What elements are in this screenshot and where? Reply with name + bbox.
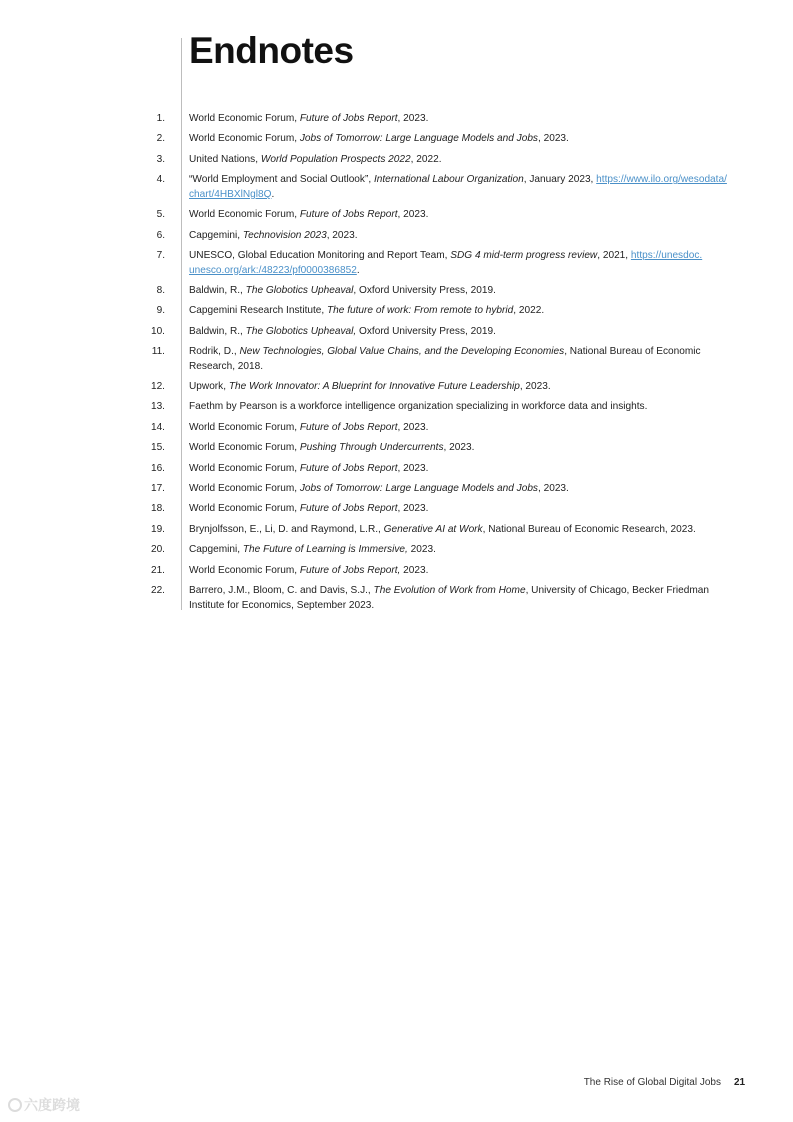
endnote-item [0, 441, 793, 456]
endnote-text: “World Employment and Social Outlook”, International Labour Organization, January 2023, https://www.ilo.org/wesodata/ chart/4HBXlNgl8Q. [189, 174, 727, 200]
endnote-text: Upwork, The Work Innovator: A Blueprint for Innovative Future Leadership, 2023. [189, 381, 551, 393]
endnote-number: 20. [150, 544, 165, 556]
endnote-text: Rodrik, D., New Technologies, Global Value Chains, and the Developing Economies, National Bureau of Economic Research, 2018. [189, 346, 701, 372]
endnote-text: Baldwin, R., The Globotics Upheaval, Oxford University Press, 2019. [189, 325, 496, 337]
endnote-number: 16. [150, 462, 165, 474]
endnote-item [0, 523, 793, 538]
endnote-number: 7. [156, 249, 165, 261]
endnote-number: 21. [150, 564, 165, 576]
endnote-item [0, 208, 793, 223]
endnote-number: 5. [156, 209, 165, 221]
endnote-text: World Economic Forum, Future of Jobs Report, 2023. [189, 564, 429, 576]
endnote-number: 15. [150, 442, 165, 454]
footer-report-title: The Rise of Global Digital Jobs [583, 1077, 721, 1088]
endnote-number: 14. [150, 421, 165, 433]
endnote-item [0, 502, 793, 517]
endnote-item [0, 229, 793, 244]
footer-page-number: 21 [734, 1077, 746, 1088]
watermark-circle-icon [8, 1098, 22, 1112]
endnote-text: World Economic Forum, Pushing Through Undercurrents, 2023. [189, 442, 475, 454]
endnote-number: 13. [150, 401, 165, 413]
endnote-text: Barrero, J.M., Bloom, C. and Davis, S.J., The Evolution of Work from Home, University of Chicago, Becker Friedman Institute for Economics, September 2023. [189, 584, 710, 611]
endnote-text: Capgemini, The Future of Learning is Immersive, 2023. [189, 544, 436, 556]
endnote-number: 12. [150, 381, 165, 393]
endnote-item [0, 112, 793, 127]
endnote-text: World Economic Forum, Jobs of Tomorrow: Large Language Models and Jobs, 2023. [189, 483, 569, 495]
endnote-number: 8. [156, 284, 165, 296]
endnote-text: World Economic Forum, Future of Jobs Report, 2023. [189, 209, 429, 221]
page-title: Endnotes [189, 30, 354, 71]
endnote-text: Capgemini, Technovision 2023, 2023. [189, 229, 358, 241]
watermark-text: 六度跨境 [24, 1097, 80, 1113]
endnote-text: Baldwin, R., The Globotics Upheaval, Oxford University Press, 2019. [189, 284, 496, 296]
endnote-number: 1. [156, 113, 165, 124]
endnote-item [0, 304, 793, 319]
endnote-number: 11. [151, 346, 165, 358]
endnotes-list [0, 112, 793, 619]
endnote-item [0, 482, 793, 497]
endnote-item [0, 284, 793, 299]
endnote-item [0, 564, 793, 579]
endnote-item [0, 462, 793, 477]
endnote-text: World Economic Forum, Future of Jobs Report, 2023. [189, 113, 429, 124]
endnote-item [0, 584, 793, 613]
endnote-link[interactable]: https://unesdoc. unesco.org/ark:/48223/pf0000386852 [189, 249, 703, 276]
endnote-number: 19. [150, 523, 165, 535]
endnote-number: 22. [150, 584, 165, 596]
endnote-item [0, 421, 793, 436]
endnote-text: Capgemini Research Institute, The future of work: From remote to hybrid, 2022. [189, 305, 545, 317]
endnote-text: UNESCO, Global Education Monitoring and Report Team, SDG 4 mid-term progress review, 2021, https://unesdoc. unesco.org/ark:/48223/pf0000386852. [189, 249, 703, 276]
endnote-number: 17. [150, 483, 165, 495]
endnote-number: 6. [156, 229, 165, 241]
endnote-text: Brynjolfsson, E., Li, D. and Raymond, L.R., Generative AI at Work, National Bureau of Economic Research, 2023. [189, 523, 696, 535]
endnote-number: 9. [156, 305, 165, 317]
endnote-item [0, 345, 793, 374]
endnote-text: World Economic Forum, Future of Jobs Report, 2023. [189, 503, 429, 515]
endnote-item [0, 543, 793, 558]
endnote-text: Faethm by Pearson is a workforce intelligence organization specializing in workforce data and insights. [189, 401, 648, 413]
endnote-item [0, 249, 793, 278]
endnote-number: 10. [150, 325, 165, 337]
endnote-item [0, 400, 793, 415]
endnote-link[interactable]: https://www.ilo.org/wesodata/ chart/4HBXlNgl8Q [189, 174, 727, 200]
endnote-number: 4. [156, 174, 165, 186]
endnote-text: World Economic Forum, Future of Jobs Report, 2023. [189, 462, 429, 474]
endnote-item [0, 153, 793, 168]
watermark-logo [8, 1095, 80, 1115]
endnote-item [0, 325, 793, 340]
endnote-number: 3. [156, 153, 165, 165]
endnote-text: United Nations, World Population Prospects 2022, 2022. [189, 153, 442, 165]
endnote-item [0, 380, 793, 395]
endnote-item [0, 132, 793, 147]
endnote-number: 18. [150, 503, 165, 515]
endnote-text: World Economic Forum, Future of Jobs Report, 2023. [189, 421, 429, 433]
endnote-number: 2. [156, 133, 165, 145]
endnote-item [0, 173, 793, 202]
endnote-text: World Economic Forum, Jobs of Tomorrow: Large Language Models and Jobs, 2023. [189, 133, 569, 145]
